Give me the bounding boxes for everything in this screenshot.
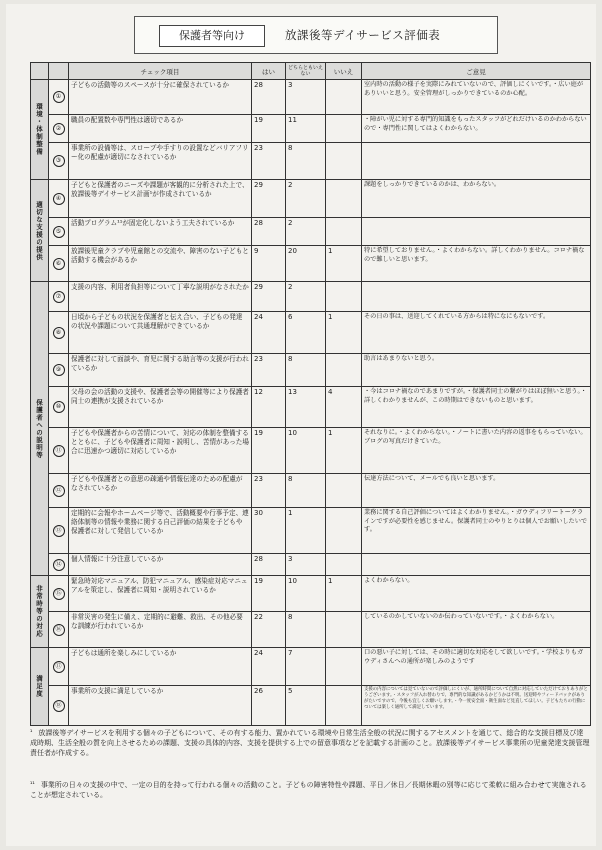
neutral-count: 3 [286, 80, 326, 115]
table-row [31, 576, 591, 612]
neutral-count: 5 [286, 686, 326, 726]
table-row [31, 282, 591, 312]
item-number: ③ [49, 143, 69, 180]
yes-count: 28 [252, 80, 286, 115]
item-number: ④ [49, 180, 69, 218]
yes-count: 30 [252, 508, 286, 554]
opinion-text: よくわからない。 [362, 576, 591, 612]
item-number: ⑬ [49, 508, 69, 554]
yes-count: 23 [252, 143, 286, 180]
audience-badge: 保護者等向け [159, 25, 265, 47]
no-count [326, 180, 362, 218]
no-count [326, 80, 362, 115]
table-row [31, 80, 591, 115]
yes-count: 23 [252, 354, 286, 387]
no-count: 1 [326, 428, 362, 474]
table-row [31, 246, 591, 282]
check-item: 職員の配置数や専門性は適切であるか [69, 115, 252, 143]
header-blank [31, 63, 49, 80]
opinion-text [362, 143, 591, 180]
item-number: ① [49, 80, 69, 115]
no-count: 1 [326, 312, 362, 354]
header-yes: はい [252, 63, 286, 80]
item-number: ⑭ [49, 554, 69, 576]
opinion-text: ・今はコロナ禍なのであまりですが。・保護者同士の繋がりはほぼ無いと思う。・詳しくわかりませんが、この時期はできないものと思います。 [362, 387, 591, 428]
opinion-text: 助言はあまりないと思う。 [362, 354, 591, 387]
check-item: 父母の会の活動の支援や、保護者会等の開催等により保護者同士の連携が支援されているか [69, 387, 252, 428]
category-explanation: 保護者への説明等 [31, 282, 49, 576]
header-blank [49, 63, 69, 80]
item-number: ⑯ [49, 612, 69, 648]
yes-count: 24 [252, 648, 286, 686]
yes-count: 12 [252, 387, 286, 428]
opinion-text: それなりに。・よくわからない。・ノートに書いた内容の返事をもらっていない。ブログの写真だけきていた。 [362, 428, 591, 474]
yes-count: 26 [252, 686, 286, 726]
opinion-text: 支援の内容については見ていないので評価しにくいが、通所時間について自然に対応していただけておりありがとうございます。・スタッフが入れ替わりで、専門的な知識があるかどうかは不明。送迎時やフィードバックがありがたいですので、今後も宜しくお願いします。・今一度安全面・衛生面など見直してほしい。子どもたちの行動については楽しく通所して満足しています。 [362, 686, 591, 726]
check-item: 子どもは通所を楽しみにしているか [69, 648, 252, 686]
yes-count: 29 [252, 282, 286, 312]
no-count [326, 686, 362, 726]
yes-count: 9 [252, 246, 286, 282]
no-count [326, 218, 362, 246]
header-opinion: ご意見 [362, 63, 591, 80]
neutral-count: 20 [286, 246, 326, 282]
item-number: ⑤ [49, 218, 69, 246]
item-number: ⑫ [49, 474, 69, 508]
table-row [31, 143, 591, 180]
neutral-count: 2 [286, 282, 326, 312]
footnote-2-text: 事業所の日々の支援の中で、一定の目的を持って行われる個々の活動のこと。子どもの障害特性や課題、平日／休日／長期休暇の別等に応じて柔軟に組み合わせて実施されることが想定されている。 [30, 781, 587, 799]
check-item: 非常災害の発生に備え、定期的に避難、救出、その他必要な訓練が行われているか [69, 612, 252, 648]
neutral-count: 3 [286, 554, 326, 576]
opinion-text: しているのかしていないのか伝わっていないです。・よくわからない。 [362, 612, 591, 648]
yes-count: 24 [252, 312, 286, 354]
page-title: 放課後等デイサービス評価表 [285, 28, 441, 42]
table-row [31, 508, 591, 554]
item-number: ⑧ [49, 312, 69, 354]
neutral-count: 10 [286, 576, 326, 612]
no-count [326, 143, 362, 180]
table-row [31, 312, 591, 354]
check-item: 日頃から子どもの状況を保護者と伝え合い、子どもの発達の状況や課題について共通理解ができているか [69, 312, 252, 354]
check-item: 緊急時対応マニュアル、防犯マニュアル、感染症対応マニュアルを策定し、保護者に周知・説明されているか [69, 576, 252, 612]
check-item: 事業所の支援に満足しているか [69, 686, 252, 726]
no-count [326, 612, 362, 648]
header-row [31, 63, 591, 80]
item-number: ⑱ [49, 686, 69, 726]
neutral-count: 13 [286, 387, 326, 428]
check-item: 子どもの活動等のスペースが十分に確保されているか [69, 80, 252, 115]
item-number: ⑥ [49, 246, 69, 282]
neutral-count: 11 [286, 115, 326, 143]
neutral-count: 8 [286, 612, 326, 648]
opinion-text: 業務に関する自己評価についてはよくわかりません。・ガウディフリートークラインですが必要性を感じません。保護者同士のやりとりは個人でお願いしたいです。 [362, 508, 591, 554]
yes-count: 28 [252, 554, 286, 576]
opinion-text: 室内時の活動の様子を実際にみれていないので、評価しにくいです。・広い庭がありいいと思う。安全管理がしっかりできているのか心配。 [362, 80, 591, 115]
table-row [31, 612, 591, 648]
category-environment: 環境・体制整備 [31, 80, 49, 180]
opinion-text: 特に希望しておりません。・よくわからない。詳しくわかりません。コロナ禍なので難しいと思います。 [362, 246, 591, 282]
no-count [326, 474, 362, 508]
neutral-count: 8 [286, 354, 326, 387]
header-check-item: チェック項目 [69, 63, 252, 80]
yes-count: 29 [252, 180, 286, 218]
evaluation-table [30, 62, 591, 726]
no-count [326, 508, 362, 554]
check-item: 事業所の設備等は、スロープや手すりの設置などバリアフリー化の配慮が適切になされているか [69, 143, 252, 180]
yes-count: 23 [252, 474, 286, 508]
header-no: いいえ [326, 63, 362, 80]
check-item: 定期的に会報やホームページ等で、活動概要や行事予定、連絡体制等の情報や業務に関する自己評価の結果を子どもや保護者に対して発信しているか [69, 508, 252, 554]
no-count: 1 [326, 576, 362, 612]
yes-count: 22 [252, 612, 286, 648]
table-row [31, 354, 591, 387]
category-emergency: 非常時等の対応 [31, 576, 49, 648]
table-row [31, 387, 591, 428]
no-count: 4 [326, 387, 362, 428]
check-item: 子どもや保護者からの苦情について、対応の体制を整備するとともに、子どもや保護者に周知・説明し、苦情があった場合に迅速かつ適切に対応しているか [69, 428, 252, 474]
opinion-text [362, 554, 591, 576]
table-row [31, 218, 591, 246]
opinion-text: 課題をしっかりできているのかは、わからない。 [362, 180, 591, 218]
item-number: ⑩ [49, 387, 69, 428]
item-number: ⑦ [49, 282, 69, 312]
evaluation-sheet [6, 4, 596, 846]
title-box [134, 16, 498, 54]
check-item: 活動プログラム¹¹が固定化しないよう工夫されているか [69, 218, 252, 246]
footnote-1-mark: ¹ [30, 729, 33, 736]
yes-count: 19 [252, 576, 286, 612]
check-item: 子どもと保護者のニーズや課題が客観的に分析された上で、放課後等デイサービス計画¹が作成されているか [69, 180, 252, 218]
yes-count: 19 [252, 115, 286, 143]
footnote-2 [30, 780, 590, 800]
opinion-text: ・障がい児に対する専門的知識をもったスタッフがどれだけいるのかわからないので・専門性に関してはよくわからない。 [362, 115, 591, 143]
no-count [326, 282, 362, 312]
no-count: 1 [326, 246, 362, 282]
check-item: 子どもや保護者との意思の疎通や情報伝達のための配慮がなされているか [69, 474, 252, 508]
neutral-count: 10 [286, 428, 326, 474]
opinion-text: 口の悪い子に対しては、その時に適切な対応をして欲しいです。・学校よりもガウディさんへの通所が楽しみのようです [362, 648, 591, 686]
footnote-2-mark: ¹¹ [30, 781, 35, 788]
footnote-1 [30, 728, 590, 758]
neutral-count: 8 [286, 143, 326, 180]
neutral-count: 8 [286, 474, 326, 508]
item-number: ⑰ [49, 648, 69, 686]
neutral-count: 2 [286, 218, 326, 246]
opinion-text: 伝達方法について、メールでも良いと思います。 [362, 474, 591, 508]
opinion-text: その日の事は、送迎してくれている方からは特になにもないです。 [362, 312, 591, 354]
header-neutral: どちらともいえない [286, 63, 326, 80]
item-number: ② [49, 115, 69, 143]
neutral-count: 1 [286, 508, 326, 554]
item-number: ⑮ [49, 576, 69, 612]
category-support: 適切な支援の提供 [31, 180, 49, 282]
opinion-text [362, 282, 591, 312]
no-count [326, 554, 362, 576]
neutral-count: 2 [286, 180, 326, 218]
yes-count: 19 [252, 428, 286, 474]
table-row [31, 428, 591, 474]
opinion-text [362, 218, 591, 246]
table-row [31, 115, 591, 143]
category-satisfaction: 満足度 [31, 648, 49, 726]
no-count [326, 354, 362, 387]
no-count [326, 648, 362, 686]
table-row [31, 648, 591, 686]
table-row [31, 474, 591, 508]
no-count [326, 115, 362, 143]
item-number: ⑨ [49, 354, 69, 387]
check-item: 放課後児童クラブや児童館との交流や、障害のない子どもと活動する機会があるか [69, 246, 252, 282]
neutral-count: 7 [286, 648, 326, 686]
check-item: 支援の内容、利用者負担等について丁寧な説明がなされたか [69, 282, 252, 312]
check-item: 保護者に対して面談や、育児に関する助言等の支援が行われているか [69, 354, 252, 387]
neutral-count: 6 [286, 312, 326, 354]
table-row [31, 180, 591, 218]
footnote-1-text: 放課後等デイサービスを利用する個々の子どもについて、その有する能力、置かれている環境や日常生活全般の状況に関するアセスメントを通じて、総合的な支援目標及び達成時期、生活全般の質を向上させるための課題、支援の具体的内容、支援を提供する上での留意事項などを記載する計画のこと。放課後等デイサービス事業所の児童発達支援管理責任者が作成する。 [30, 729, 590, 757]
table-row [31, 686, 591, 726]
item-number: ⑪ [49, 428, 69, 474]
yes-count: 28 [252, 218, 286, 246]
check-item: 個人情報に十分注意しているか [69, 554, 252, 576]
table-row [31, 554, 591, 576]
